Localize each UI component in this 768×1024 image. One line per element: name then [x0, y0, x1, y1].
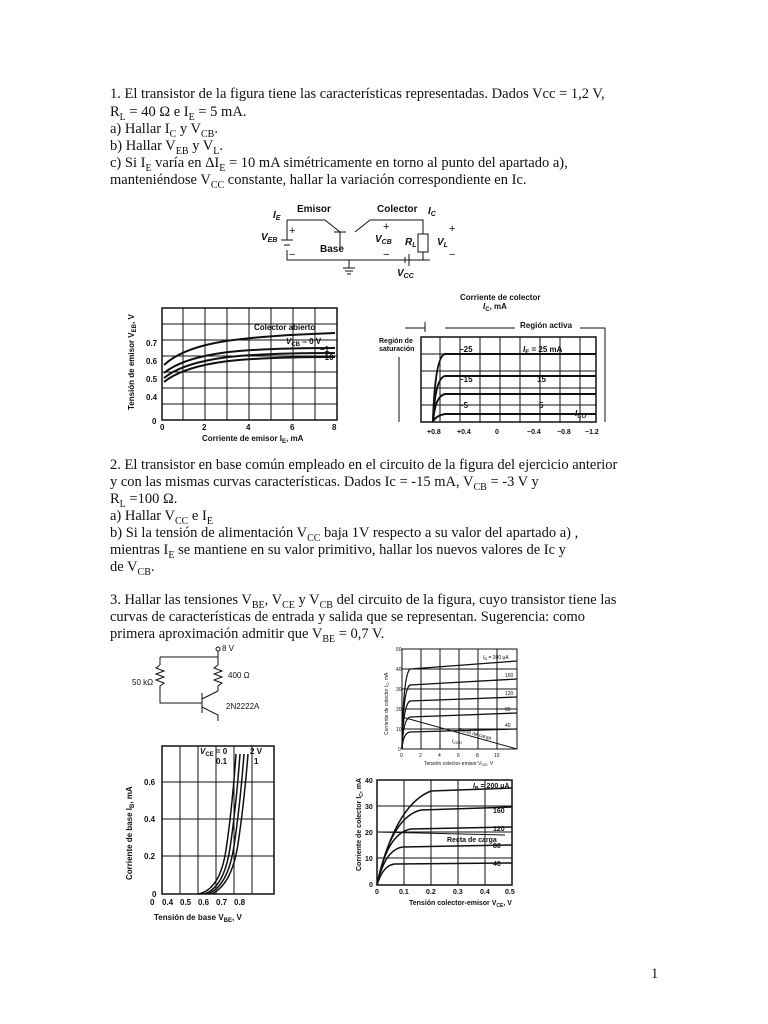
- graph-out-small-ylabel: Corriente de colector $I_C$, mA: [384, 672, 390, 735]
- svg-text:0.6: 0.6: [198, 898, 210, 907]
- svg-text:−15: −15: [459, 375, 473, 384]
- circuit1-emisor-label: Emisor: [297, 204, 331, 215]
- svg-text:0.8: 0.8: [234, 898, 246, 907]
- graph-output1-15-label: 15: [537, 375, 546, 384]
- svg-text:30: 30: [396, 687, 402, 693]
- svg-text:0.6: 0.6: [146, 357, 158, 366]
- graph-out-big-recta: Recta de carga: [447, 837, 497, 844]
- svg-text:0: 0: [160, 423, 165, 432]
- problem2-line1: 2. El transistor en base común empleado en el circuito de la figura del ejercicio anterior: [110, 457, 618, 473]
- svg-text:−0.4: −0.4: [527, 429, 541, 436]
- svg-text:0: 0: [495, 429, 499, 436]
- svg-text:2: 2: [419, 753, 422, 759]
- graph-input1-vcb1-label: −1: [320, 345, 330, 354]
- graph-out-big-xticks: [375, 889, 515, 896]
- svg-text:4: 4: [438, 753, 441, 759]
- circuit1-base-label: Base: [320, 244, 344, 255]
- svg-text:0.7: 0.7: [146, 339, 158, 348]
- svg-text:160: 160: [505, 673, 514, 679]
- svg-text:0: 0: [400, 753, 403, 759]
- graph-output1-title1: Corriente de colector: [460, 293, 541, 302]
- graph-output1-grid: [421, 337, 596, 422]
- svg-text:40: 40: [396, 667, 402, 673]
- svg-text:40: 40: [365, 778, 373, 785]
- problem2-line7: de $V_{CB}$.: [110, 559, 155, 578]
- graph-input1-yticks: [146, 339, 158, 426]
- svg-text:6: 6: [290, 423, 295, 432]
- problem2-line3: $R_L =100$ Ω.: [110, 491, 178, 510]
- problem1-line4: b) Hallar $V_{EB}$ y $V_L$.: [110, 138, 224, 157]
- svg-text:50: 50: [396, 647, 402, 653]
- svg-text:0.4: 0.4: [480, 889, 490, 896]
- graph-out-small-xlabel: Tensión colector-emisor $V_{CE}$, V: [424, 761, 494, 767]
- svg-text:−0.8: −0.8: [557, 429, 571, 436]
- svg-text:0.5: 0.5: [180, 898, 192, 907]
- circuit3-r1-label: 50 kΩ: [132, 678, 154, 687]
- svg-text:−25: −25: [459, 345, 473, 354]
- circuit1-ie-label: $I_E$: [273, 210, 281, 222]
- svg-text:10: 10: [494, 753, 500, 759]
- svg-text:0.4: 0.4: [162, 898, 174, 907]
- circuit1-vcc-label: $V_{CC}$: [397, 268, 414, 280]
- problem2-line2: y con las mismas curvas características. Dados Ic = -15 mA, $V_{CB} = -3$ V y: [110, 474, 539, 493]
- graph-input1-xticks: [160, 423, 337, 432]
- svg-text:+0.8: +0.8: [427, 429, 441, 436]
- svg-text:0.2: 0.2: [426, 889, 436, 896]
- circuit1-vl-label: $V_L$: [437, 237, 448, 249]
- svg-text:0.5: 0.5: [146, 375, 158, 384]
- graph-out-big-yticks: [365, 778, 373, 889]
- graph-output1-region-activa: Región activa: [520, 321, 573, 330]
- graph-output1-5-label: 5: [539, 401, 544, 410]
- graph-in-big-vce01-label: 0.1: [216, 757, 228, 766]
- svg-text:120: 120: [505, 691, 514, 697]
- graph-in-big-ylabel: Corriente de base $I_B$, mA: [125, 786, 136, 880]
- graph-out-small-recta: Recta de carga: [457, 727, 492, 742]
- graph-out-small-ico: $I_{CEO}$: [452, 739, 463, 745]
- svg-text:4: 4: [246, 423, 251, 432]
- circuit1-vl-plus: +: [449, 223, 456, 235]
- problem2-line4: a) Hallar $V_{CC}$ e $I_E$: [110, 508, 213, 527]
- graph-input1-vcb0-label: $V_{CB} = 0$ V: [286, 337, 322, 348]
- svg-text:30: 30: [365, 804, 373, 811]
- graph-base-input: [120, 740, 280, 925]
- graph-in-big-curves: [198, 754, 248, 894]
- graph-out-small-yticks: [396, 647, 402, 753]
- svg-text:0.3: 0.3: [453, 889, 463, 896]
- graph-output1-region-sat2: saturación: [379, 346, 415, 353]
- problem3-line2: curvas de características de entrada y salida que se representan. Sugerencia: como: [110, 609, 586, 625]
- svg-text:0.1: 0.1: [399, 889, 409, 896]
- svg-text:20: 20: [396, 707, 402, 713]
- problem3-line3: primera aproximación admitir que $V_{BE} = 0,7$ V.: [110, 626, 385, 645]
- svg-text:0: 0: [152, 417, 157, 426]
- svg-text:−5: −5: [459, 401, 469, 410]
- graph-in-big-xticks: [150, 898, 246, 907]
- graph-output1-title2: $I_C$, mA: [483, 302, 507, 313]
- page-number: 1: [651, 966, 659, 982]
- graph-output1-region-sat1: Región de: [379, 338, 413, 345]
- graph-in-big-vce0-label: $V_{CE} = 0$: [200, 747, 228, 758]
- problem1-line2: $R_L = 40$ Ω e $I_E = 5$ mA.: [110, 104, 247, 123]
- circuit3-r2-label: 400 Ω: [228, 671, 250, 680]
- svg-text:20: 20: [365, 830, 373, 837]
- graph-in-big-vce1-label: 1: [254, 757, 259, 766]
- graph-out-small-ib-label: $I_B = 200$ μA: [483, 655, 509, 661]
- circuit1-colector-label: Colector: [377, 204, 418, 215]
- svg-text:10: 10: [396, 727, 402, 733]
- circuit-common-emitter: [130, 643, 280, 723]
- circuit1-vl-minus: −: [449, 249, 456, 261]
- svg-text:10: 10: [365, 856, 373, 863]
- graph-input1-ylabel: Tensión de emisor $V_{EB}$, V: [127, 314, 138, 410]
- svg-text:0: 0: [369, 882, 373, 889]
- circuit1-vcb-label: $V_{CB}$: [375, 234, 392, 246]
- graph-out-big-ib-label: $I_B = 200$ μA: [473, 783, 510, 792]
- problem3-line1: 3. Hallar las tensiones $V_{BE}$, $V_{CE}$ y $V_{CB}$ del circuito de la figura, cuyo transistor tiene las: [110, 592, 617, 611]
- circuit3-wires: [156, 647, 222, 721]
- svg-text:0: 0: [152, 890, 157, 899]
- graph-input1-vcb10-label: −10: [320, 353, 334, 362]
- circuit-common-base: [255, 200, 475, 280]
- graph-output1-ie-label: $I_E = 25$ mA: [523, 345, 563, 356]
- graph-out-small-xticks: [400, 753, 500, 759]
- circuit3-transistor-label: 2N2222A: [226, 702, 260, 711]
- svg-text:8: 8: [332, 423, 337, 432]
- svg-text:0.6: 0.6: [144, 778, 156, 787]
- svg-text:40: 40: [493, 861, 501, 868]
- svg-text:6: 6: [457, 753, 460, 759]
- graph-out-big-ylabel: Corriente de colector $I_C$, mA: [356, 777, 365, 871]
- graph-in-big-xlabel: Tensión de base $V_{BE}$, V: [154, 913, 242, 924]
- graph-in-big-grid: [162, 746, 274, 894]
- circuit1-veb-minus: −: [289, 249, 296, 261]
- graph-emitter-input: [120, 300, 350, 445]
- svg-text:80: 80: [493, 843, 501, 850]
- svg-text:80: 80: [505, 707, 511, 713]
- graph-output1-ico-label: $I_{CO}$: [575, 409, 587, 420]
- graph-input1-xlabel: Corriente de emisor $I_E$, mA: [202, 434, 304, 445]
- problem1-line3: a) Hallar $I_C$ y $V_{CB}$.: [110, 121, 218, 140]
- circuit1-veb-plus: +: [289, 225, 296, 237]
- circuit3-vcc-label: 8 V: [222, 644, 235, 653]
- svg-text:0: 0: [375, 889, 379, 896]
- svg-text:0.5: 0.5: [505, 889, 515, 896]
- svg-text:0: 0: [398, 747, 401, 753]
- circuit1-vcb-minus: −: [383, 249, 390, 261]
- graph-output1-xticks: [427, 429, 599, 436]
- svg-text:2: 2: [202, 423, 207, 432]
- svg-text:0.2: 0.2: [144, 852, 156, 861]
- svg-text:120: 120: [493, 826, 505, 833]
- graph-out-big-xlabel: Tensión colector-emisor $V_{CE}$, V: [409, 900, 512, 909]
- graph-small-output: [380, 645, 540, 770]
- circuit1-rl-label: $R_L$: [405, 237, 417, 249]
- svg-text:0.4: 0.4: [144, 815, 156, 824]
- graph-out-small-curve-labels: [505, 673, 514, 729]
- circuit1-ic-label: $I_C$: [428, 206, 436, 218]
- circuit1-vcb-plus: +: [383, 221, 390, 233]
- graph-input1-open-label: Colector abierto: [254, 323, 316, 332]
- svg-text:−1.2: −1.2: [585, 429, 599, 436]
- svg-text:0: 0: [150, 898, 155, 907]
- svg-text:160: 160: [493, 808, 505, 815]
- problem2-line6: mientras $I_E$ se mantiene en su valor primitivo, hallar los nuevos valores de Ic y: [110, 542, 566, 561]
- problem2-line5: b) Si la tensión de alimentación $V_{CC}$ baja 1V respecto a su valor del apartado a) ,: [110, 525, 579, 544]
- problem1-line5: c) Si $I_E$ varía en $\Delta I_E = 10$ mA simétricamente en torno al punto del apartado a),: [110, 155, 568, 174]
- svg-text:40: 40: [505, 723, 511, 729]
- graph-collector-output: [375, 292, 615, 442]
- svg-text:8: 8: [476, 753, 479, 759]
- circuit1-veb-label: $V_{EB}$: [261, 232, 278, 244]
- svg-text:0.7: 0.7: [216, 898, 228, 907]
- problem1-line1: 1. El transistor de la figura tiene las características representadas. Dados Vcc = 1,2 V,: [110, 86, 605, 102]
- problem1-line6: manteniéndose $V_{CC}$ constante, hallar la variación correspondiente en Ic.: [110, 172, 527, 191]
- svg-text:0.4: 0.4: [146, 393, 158, 402]
- svg-text:+0.4: +0.4: [457, 429, 471, 436]
- graph-in-big-yticks: [144, 778, 157, 899]
- graph-big-output: [355, 775, 535, 910]
- graph-in-big-vce2-label: 2 V: [250, 747, 263, 756]
